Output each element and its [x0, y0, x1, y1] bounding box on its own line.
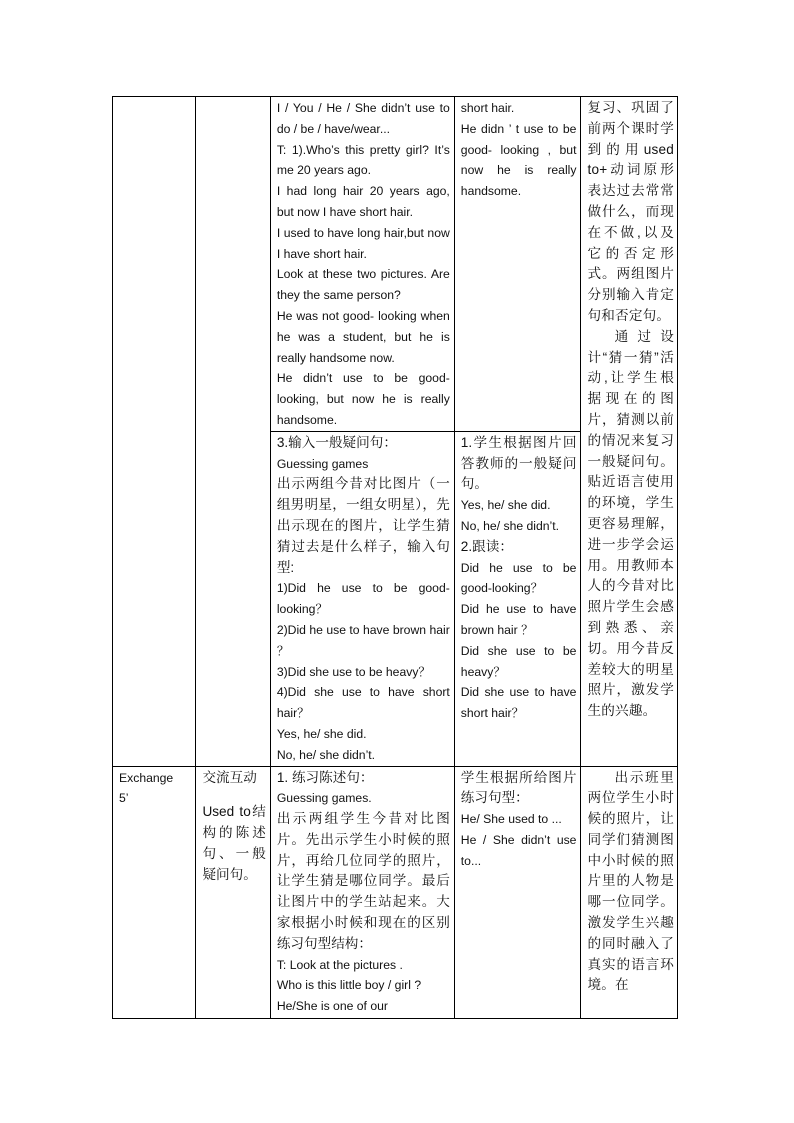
student-activity-cell: [454, 431, 581, 766]
text-line: 出示两组学生今昔对比图片。先出示学生小时候的照片，再给几位同学的照片，让学生猜是哪位同学。最后让图片中的学生站起来。大家根据小时候和现在的区别练习句型结构：: [276, 811, 450, 951]
text-line: 复习、巩固了前两个课时学到的用used to+动词原形表达过去常常做什么，而现在不做,以及它的否定形式。两组图片分别输入肯定句和否定句。: [587, 100, 674, 323]
spacer: [202, 788, 265, 802]
teacher-activity-cell: [270, 766, 454, 1018]
text-line: short hair.: [460, 101, 515, 115]
lesson-plan-table: [112, 96, 678, 1019]
design-purpose-cell: [581, 97, 678, 767]
text-line: 2.跟读：: [460, 538, 513, 554]
student-activity-cell: [454, 97, 581, 432]
activity-title: 交流互动: [202, 769, 257, 785]
text-line: Did he use to be good-looking？: [460, 560, 577, 596]
text-line: He/ She used to ...: [460, 812, 562, 827]
text-line: I had long hair 20 years ago, but now I have short hair.: [276, 184, 450, 219]
text-line: 2)Did he use to have brown hair ？: [276, 622, 450, 658]
text-line: Yes, he/ she did.: [276, 726, 367, 741]
text-line: Did she use to be heavy？: [460, 643, 577, 679]
text-line: Did he use to have brown hair ？: [460, 602, 577, 637]
text-line: Yes, he/ she did.: [460, 498, 551, 513]
text-line: 1.学生根据图片回答教师的一般疑问句。: [460, 434, 577, 492]
text-line: Look at these two pictures. Are they the same person?: [276, 267, 450, 303]
text-line: He didn’t use to be good-looking, but now he is really handsome.: [276, 371, 450, 427]
text-line: Guessing games: [276, 456, 369, 471]
activity-cell: [196, 97, 270, 767]
text-line: Guessing games.: [276, 791, 372, 806]
text-line: 3)Did she use to be heavy？: [276, 664, 431, 679]
text-line: No, he/ she didn’t.: [460, 518, 560, 533]
text-line: I / You / He / She didn’t use to do / be / have/wear...: [276, 101, 450, 136]
text-line: 出示两组今昔对比图片（一组男明星，一组女明星），先出示现在的图片，让学生猜猜过去是什么样子，输入句型:: [276, 476, 450, 575]
stage-time: 5’: [119, 791, 129, 806]
stage-cell: [113, 97, 196, 767]
text-line: 4)Did she use to have short hair？: [276, 685, 450, 721]
text-line: He / She didn’t use to...: [460, 832, 577, 868]
activity-cell: [196, 766, 270, 1018]
text-line: T: 1).Who’s this pretty girl? It’s me 20 years ago.: [276, 142, 450, 178]
text-line: 通过设计“猜一猜”活动,让学生根据现在的图片，猜测以前的情况来复习一般疑问句。贴近语言使用的环境，学生更容易理解，进一步学会运用。用教师本人的今昔对比照片学生会感到熟悉、亲切。用今昔反差较大的明星照片，激发学生的兴趣。: [587, 328, 674, 719]
text-line: 1)Did he use to be good-looking？: [276, 581, 450, 617]
text-line: 1. 练习陈述句：: [276, 769, 374, 785]
activity-desc: Used to结构的陈述句、一般疑问句。: [202, 804, 266, 882]
student-activity-cell: [454, 766, 581, 1018]
text-line: He was not good- looking when he was a student, but he is really handsome now.: [276, 308, 450, 365]
text-line: 3.输入一般疑问句：: [276, 434, 397, 450]
table-row: [113, 97, 678, 432]
text-line: Who is this little boy / girl ?: [276, 978, 422, 993]
text-line: He/She is one of our: [276, 999, 388, 1014]
table-row: [113, 766, 678, 1018]
text-line: 学生根据所给图片练习句型：: [460, 769, 577, 806]
text-line: No, he/ she didn’t.: [276, 747, 376, 762]
stage-label: Exchange: [119, 770, 174, 785]
stage-cell: [113, 766, 196, 1018]
text-line: He didn ’ t use to be good- looking , but now he is really handsome.: [460, 121, 577, 199]
design-purpose-cell: [581, 766, 678, 1018]
teacher-activity-cell: [270, 431, 454, 766]
text-line: T: Look at the pictures .: [276, 957, 403, 972]
text-line: Did she use to have short hair？: [460, 685, 577, 721]
text-line: 出示班里两位学生小时候的照片，让同学们猜测图中小时候的照片里的人物是哪一位同学。激发学生兴趣的同时融入了真实的语言环境。在: [587, 769, 674, 993]
text-line: I used to have long hair,but now I have short hair.: [276, 225, 450, 261]
teacher-activity-cell: [270, 97, 454, 432]
